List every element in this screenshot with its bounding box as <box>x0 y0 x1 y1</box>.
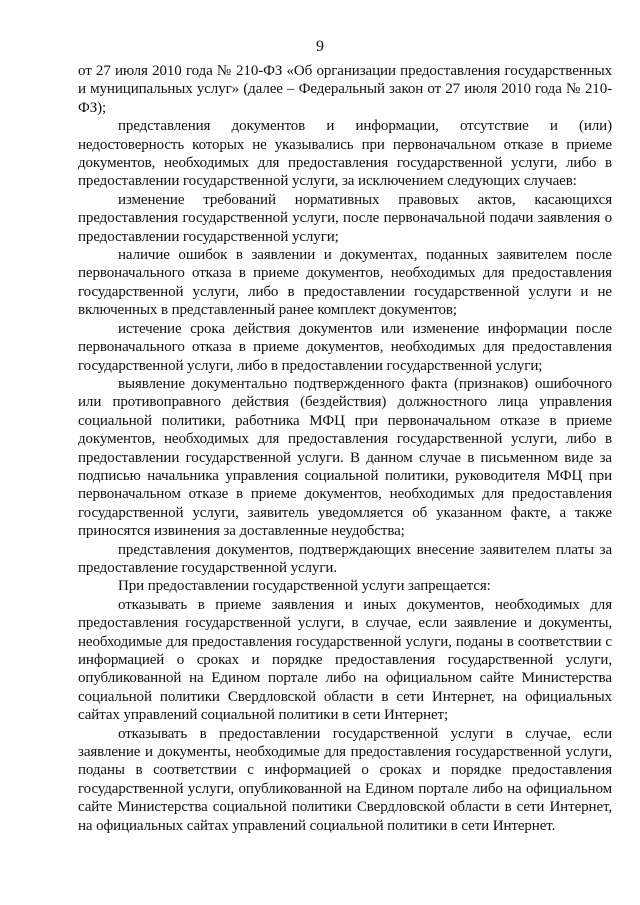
paragraph-erroneous-action: выявление документально подтвержденного факта (признаков) ошибочного или противоправного действия (бездействия) должностного лица управления социальной политики, работника МФЦ при первоначальном отказе в приеме документов, необходимых для предоставления государственной услуги, либо в предоставлении государственной услуги. В данном случае в письменном виде за подписью начальника управления социальной политики, руководителя МФЦ при первоначальном отказе в приеме документов, необходимых для предоставления государственной услуги, заявитель уведомляется об указанном факте, а также приносятся извинения за доставленные неудобства; <box>78 375 612 540</box>
paragraph-refuse-acceptance: отказывать в приеме заявления и иных документов, необходимых для предоставления государственной услуги, в случае, если заявление и документы, необходимые для предоставления государственной услуги, поданы в соответствии с информацией о сроках и порядке предоставления государственной услуги, опубликованной на Едином портале либо на официальном сайте Министерства социальной политики Свердловской области в сети Интернет, на официальных сайтах управлений социальной политики в сети Интернет; <box>78 596 612 724</box>
paragraph-law-reference: от 27 июля 2010 года № 210-ФЗ «Об организации предоставления государственных и муниципальных услуг» (далее – Федеральный закон от 27 июля 2010 года № 210-ФЗ); <box>78 63 612 116</box>
paragraph-errors-in-application: наличие ошибок в заявлении и документах, поданных заявителем после первоначального отказа в приеме документов, необходимых для предоставления государственной услуги, либо в предоставлении государственной услуги и не включенных в представленный ранее комплект документов; <box>78 247 612 319</box>
page-number: 9 <box>316 38 324 55</box>
paragraph-requirements-change: изменение требований нормативных правовых актов, касающихся предоставления государственной услуги, после первоначальной подачи заявления о предоставлении государственной услуги; <box>78 191 612 245</box>
paragraph-document-expiry: истечение срока действия документов или изменение информации после первоначального отказа в приеме документов, необходимых для предоставления государственной услуги, либо в предоставлении государственной услуги; <box>78 320 612 374</box>
paragraph-documents-information: представления документов и информации, отсутствие и (или) недостоверность которых не указывались при первоначальном отказе в приеме документов, необходимых для предоставления государственной услуги, либо в предоставлении государственной услуги, за исключением следующих случаев: <box>78 118 612 190</box>
paragraph-refuse-service: отказывать в предоставлении государственной услуги в случае, если заявление и документы, необходимые для предоставления государственной услуги, поданы в соответствии с информацией о сроках и порядке предоставления государственной услуги, опубликованной на Едином портале либо на официальном сайте Министерства социальной политики Свердловской области в сети Интернет, на официальных сайтах управлений социальной политики в сети Интернет. <box>78 725 612 834</box>
paragraph-prohibitions-heading: При предоставлении государственной услуги запрещается: <box>118 578 491 595</box>
paragraph-payment-documents: представления документов, подтверждающих внесение заявителем платы за предоставление государственной услуги. <box>78 541 612 576</box>
document-body <box>78 62 612 835</box>
